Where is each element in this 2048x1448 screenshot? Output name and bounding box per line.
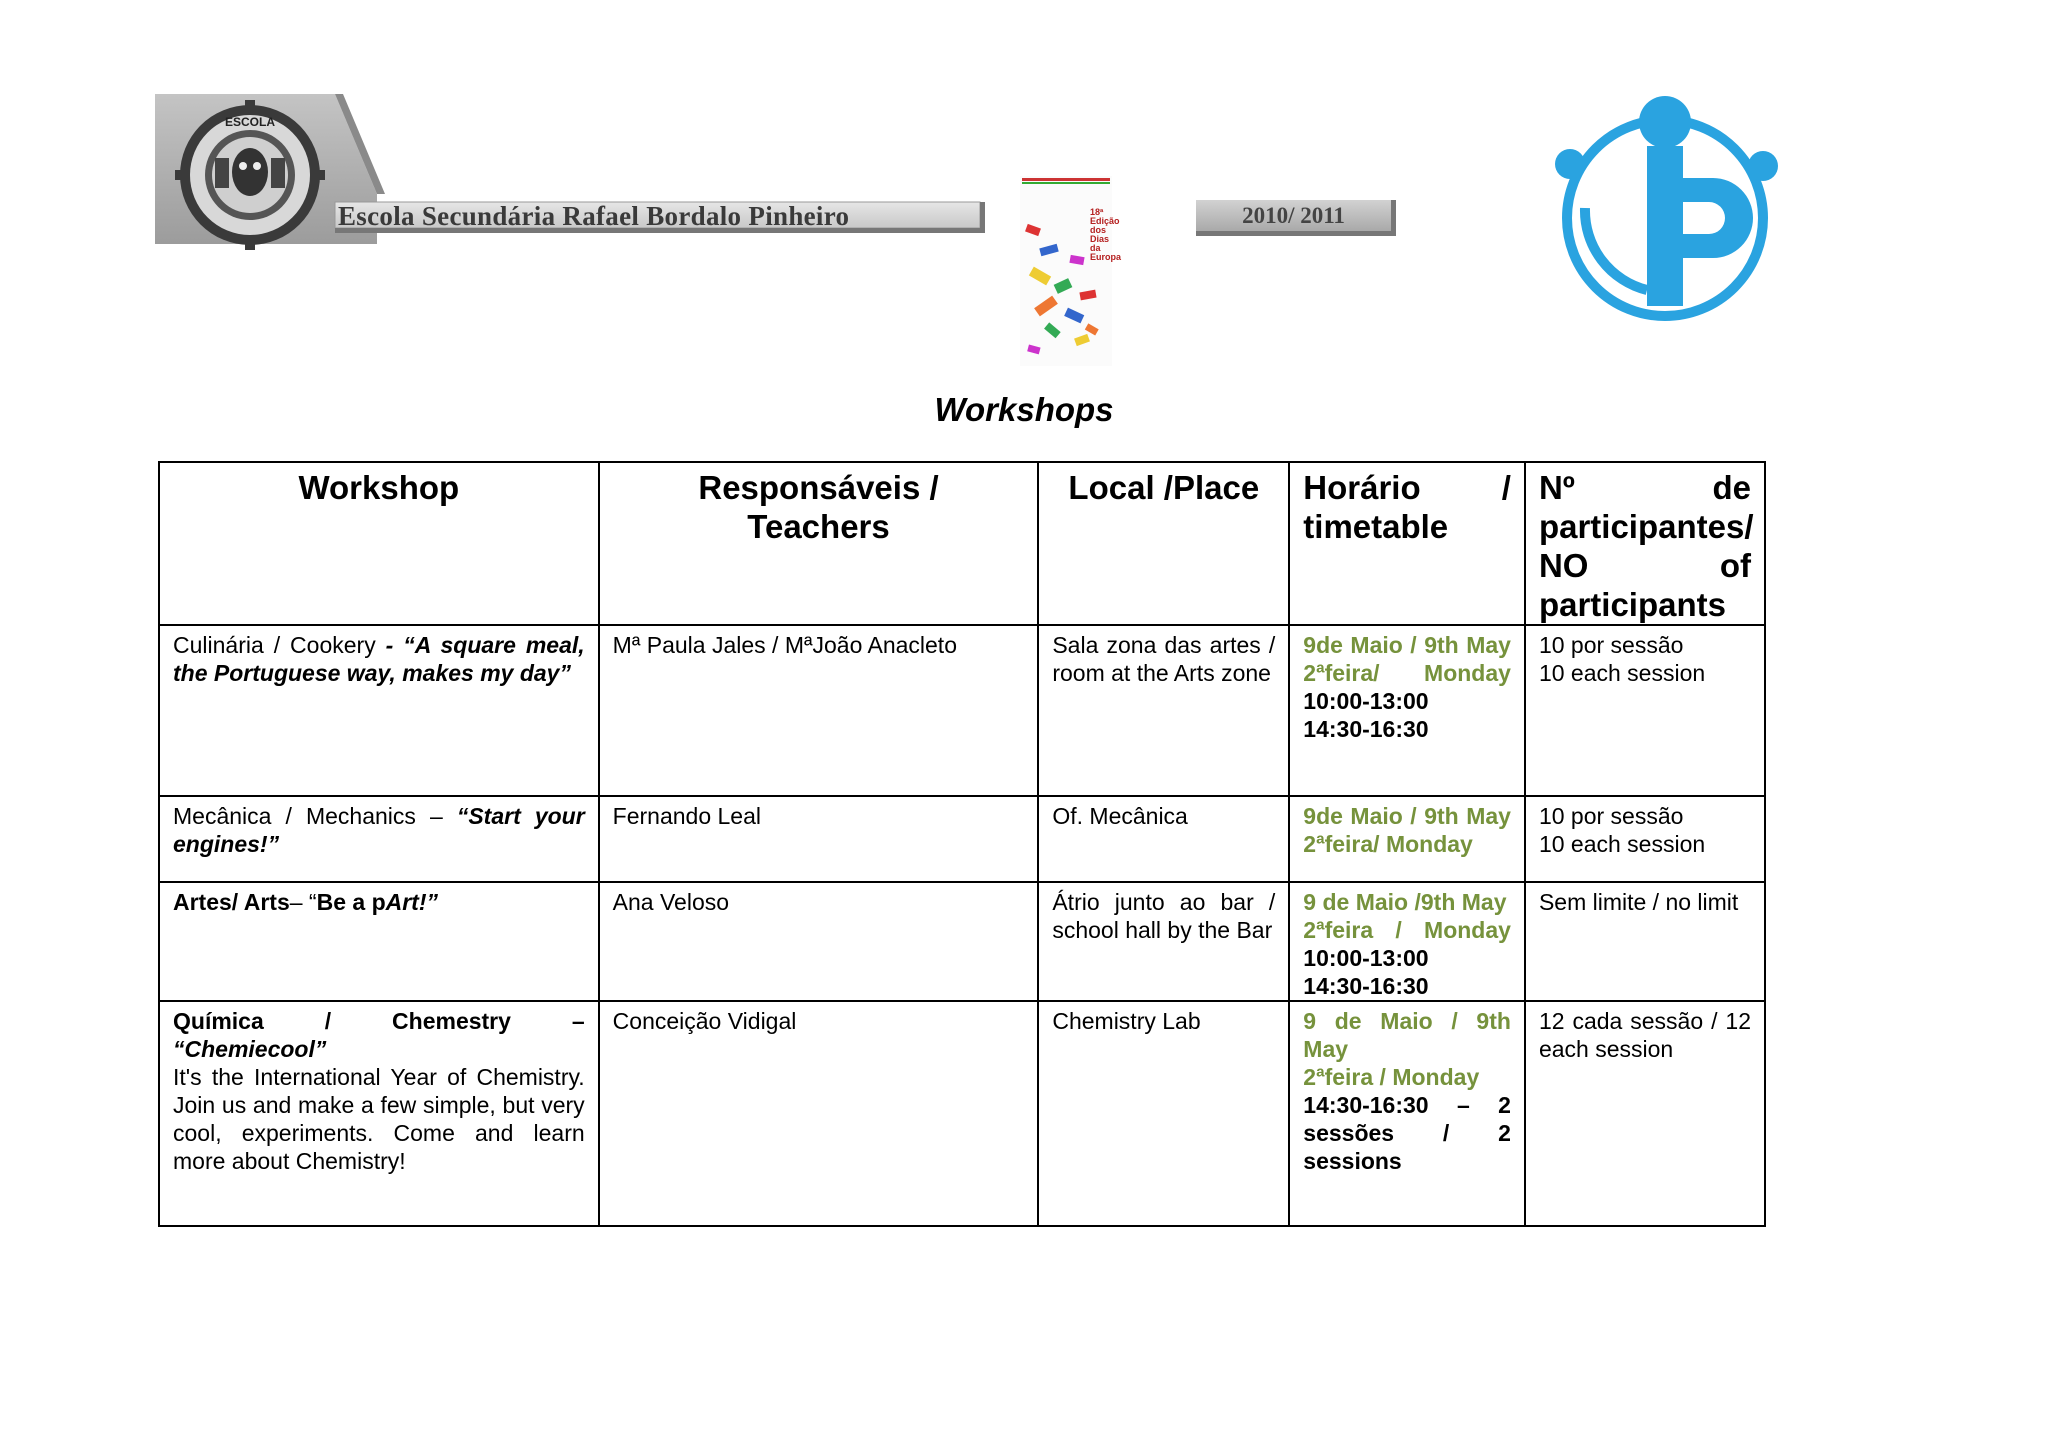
page-title: Workshops [934, 391, 1114, 428]
date: 9 de Maio / 9th May [1303, 1008, 1511, 1062]
workshop-tagline: “Start your engines!” [173, 803, 585, 857]
participants-pt: 10 por sessão [1538, 632, 1684, 658]
cell-participants [1525, 796, 1765, 882]
workshop-tagline-end: Art!” [385, 889, 439, 915]
teachers: Mª Paula Jales / MªJoão Anacleto [612, 632, 957, 658]
cell-teachers [599, 796, 1039, 882]
header-teachers-line-2: Teachers [747, 508, 890, 545]
cell-timetable [1289, 882, 1525, 1001]
weekday: 2ªfeira / Monday [1303, 1064, 1480, 1090]
cell-participants [1525, 882, 1765, 1001]
participants-en: 10 each session [1538, 831, 1706, 857]
cell-teachers [599, 625, 1039, 796]
cell-participants [1525, 625, 1765, 796]
cell-teachers [599, 1001, 1039, 1226]
table-row [159, 882, 1765, 1001]
date: 9de Maio / 9th May [1303, 803, 1511, 829]
place: Chemistry Lab [1052, 1008, 1201, 1034]
table-header-row [159, 462, 1765, 625]
poster-graphic [1020, 176, 1122, 366]
workshop-tagline: - “A square meal, the Portuguese way, makes my day” [173, 632, 585, 686]
school-year: 2010/ 2011 [1242, 203, 1345, 228]
cell-place [1038, 1001, 1289, 1226]
table-row [159, 625, 1765, 796]
header-teachers-line-1: Responsáveis / [698, 469, 939, 506]
workshop-name: Culinária / Cookery [173, 632, 386, 658]
weekday: 2ªfeira/ Monday [1303, 660, 1511, 686]
cell-workshop [159, 882, 599, 1001]
participants-en: 10 each session [1538, 660, 1706, 686]
header-timetable-line-1: Horário / [1303, 469, 1511, 506]
header-participants-line-1: Nº de [1538, 469, 1751, 506]
workshops-table [158, 461, 1766, 1227]
school-seal-logo [175, 100, 325, 250]
cell-workshop [159, 1001, 599, 1226]
workshop-separator: – “ [289, 889, 317, 915]
time-slot: 14:30-16:30 [1303, 973, 1429, 999]
place: Átrio junto ao bar / school hall by the Bar [1052, 889, 1276, 943]
header-participants-line-4: participants [1538, 586, 1726, 623]
workshop-name: Artes/ Arts [173, 889, 290, 915]
cell-timetable [1289, 1001, 1525, 1226]
cell-participants [1525, 1001, 1765, 1226]
cell-place [1038, 625, 1289, 796]
workshop-description: It's the International Year of Chemistry. Join us and make a few simple, but very cool, experiments. Come and learn more about Chemistry! [173, 1064, 585, 1174]
header-place-label: Local /Place [1068, 469, 1260, 506]
place: Sala zona das artes / room at the Arts zone [1052, 632, 1276, 686]
header-participants-line-2: participantes/ [1538, 508, 1754, 545]
weekday: 2ªfeira/ Monday [1303, 831, 1473, 857]
workshop-name: Mecânica / Mechanics – [173, 803, 457, 829]
header-workshop [159, 462, 599, 625]
teachers: Fernando Leal [612, 803, 762, 829]
header-timetable [1289, 462, 1525, 625]
participants: 12 cada sessão / 12 each session [1538, 1008, 1751, 1062]
cell-place [1038, 796, 1289, 882]
cell-workshop [159, 625, 599, 796]
cell-timetable [1289, 625, 1525, 796]
cell-teachers [599, 882, 1039, 1001]
school-name: Escola Secundária Rafael Bordalo Pinheiro [338, 201, 850, 231]
participants-pt: 10 por sessão [1538, 803, 1684, 829]
time-slot: 14:30-16:30 – 2 sessões / 2 sessions [1303, 1092, 1511, 1174]
teachers: Ana Veloso [612, 889, 730, 915]
header-place [1038, 462, 1289, 625]
date: 9de Maio / 9th May [1303, 632, 1511, 658]
workshop-name: Química / Chemestry – [173, 1008, 585, 1034]
teachers: Conceição Vidigal [612, 1008, 797, 1034]
header-workshop-label: Workshop [298, 469, 460, 506]
poster-caption: 18ª Edição dos Dias da Europa [1090, 207, 1122, 262]
header-timetable-line-2: timetable [1303, 508, 1449, 545]
header-participants-line-3: NO of [1538, 547, 1751, 584]
workshop-tagline: “Chemiecool” [173, 1036, 327, 1062]
table-row [159, 1001, 1765, 1226]
cell-place [1038, 882, 1289, 1001]
cell-workshop [159, 796, 599, 882]
workshop-tagline-start: Be a p [316, 889, 386, 915]
header-participants [1525, 462, 1765, 625]
cell-timetable [1289, 796, 1525, 882]
time-slot: 10:00-13:00 [1303, 688, 1429, 714]
school-year-badge [1196, 200, 1396, 236]
table-row [159, 796, 1765, 882]
place: Of. Mecânica [1052, 803, 1188, 829]
date: 9 de Maio /9th May [1303, 889, 1507, 915]
time-slot: 10:00-13:00 [1303, 945, 1429, 971]
ip-logo [1545, 88, 1785, 328]
time-slot: 14:30-16:30 [1303, 716, 1429, 742]
school-banner [155, 94, 985, 252]
header-teachers [599, 462, 1039, 625]
europe-days-poster [1020, 176, 1122, 366]
weekday: 2ªfeira / Monday [1303, 917, 1511, 943]
participants: Sem limite / no limit [1538, 889, 1739, 915]
svg-text:ESCOLA: ESCOLA [224, 115, 276, 129]
